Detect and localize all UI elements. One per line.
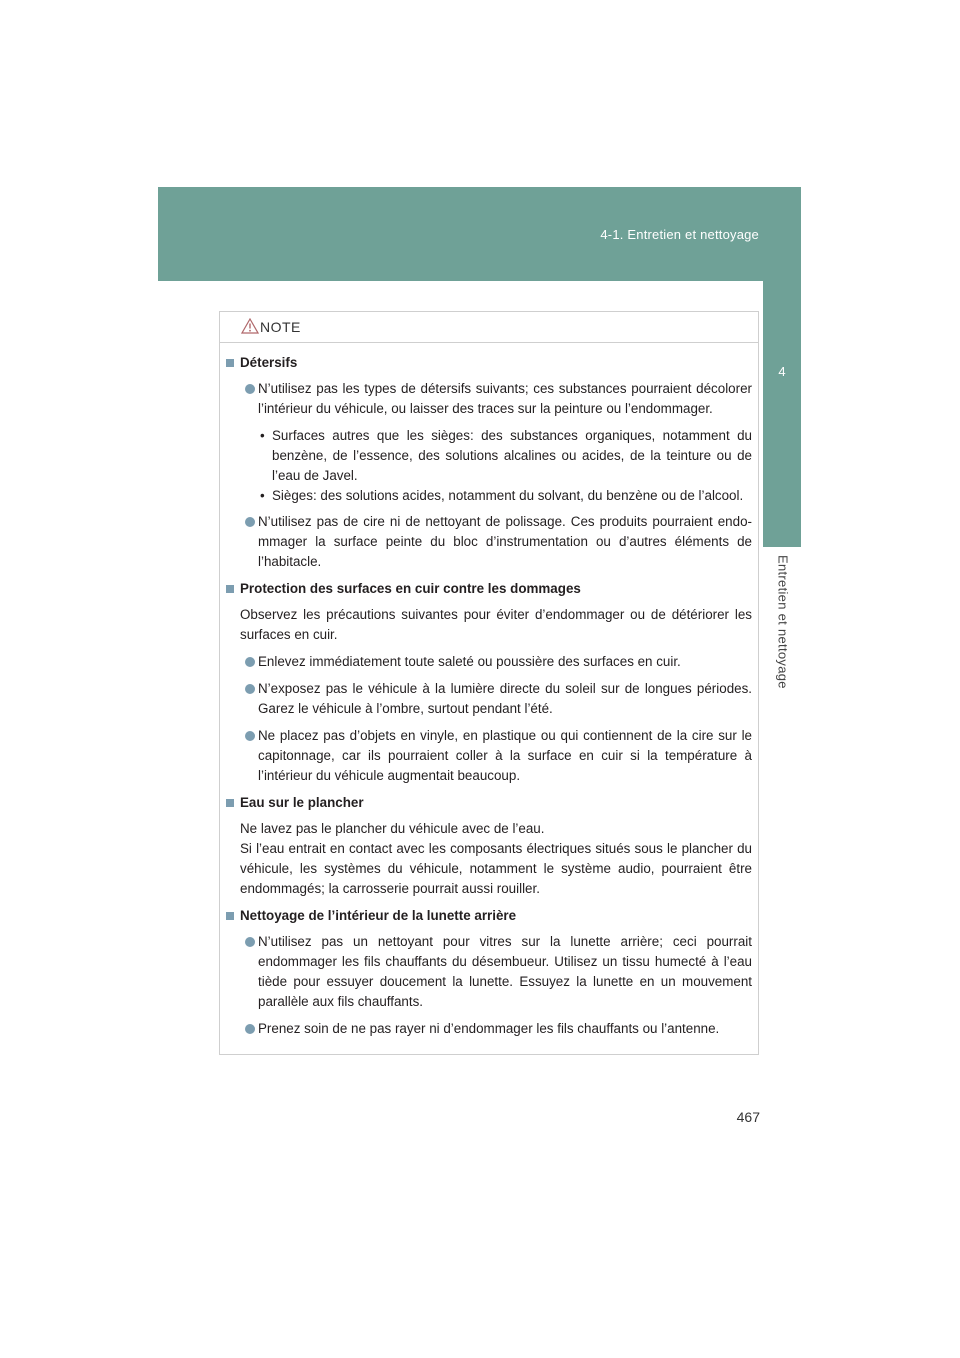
sub-item: • Sièges: des solutions acides, notamment du solvant, du benzène ou de l’alcool. — [226, 486, 752, 506]
sub-item: • Surfaces autres que les sièges: des substances organiques, notamment du benzène, de l’essence, des solutions alcalines ou acides, de la teinture ou de l’eau de Javel. — [260, 428, 752, 483]
paragraph: Si l’eau entrait en contact avec les composants électriques situés sous le plancher du véhicule, les systèmes du véhicule, notamment le système audio, pourraient être endommagés; la carrosserie pourrait aussi rouiller. — [240, 841, 752, 896]
list-item: N’utilisez pas de cire ni de nettoyant de polissage. Ces produits pourraient endo-mmager la surface peinte du bloc d’instrumentation ou d’autres éléments de l’habitacle. — [226, 512, 752, 572]
list-item: N’utilisez pas les types de détersifs suivants; ces substances pourraient décolorer l’intérieur du véhicule, ou laisser des traces sur la peinture ou l’endommager. — [226, 379, 752, 419]
note-body — [220, 343, 758, 1039]
warning-icon — [241, 318, 259, 334]
round-bullet-icon — [245, 937, 255, 947]
section-heading: Eau sur le plancher — [226, 793, 752, 813]
small-bullet-icon: • — [260, 488, 265, 503]
chapter-side-label-area — [763, 547, 802, 887]
small-bullet-icon: • — [260, 428, 265, 443]
round-bullet-icon — [245, 384, 255, 394]
round-bullet-icon — [245, 684, 255, 694]
round-bullet-icon — [245, 657, 255, 667]
list-item: Prenez soin de ne pas rayer ni d’endommager les fils chauffants ou l’antenne. — [226, 1019, 752, 1039]
section-heading: Détersifs — [226, 353, 752, 373]
list-item: Ne placez pas d’objets en vinyle, en plastique ou qui contiennent de la cire sur le capitonnage, car ils pourraient coller à la surface en cuir si la température à l’intérieur du véhicule augmentait beaucoup. — [226, 726, 752, 786]
section-title: 4-1. Entretien et nettoyage — [600, 227, 759, 242]
paragraph: Ne lavez pas le plancher du véhicule avec de l’eau. — [240, 821, 545, 836]
square-bullet-icon — [226, 359, 234, 367]
square-bullet-icon — [226, 585, 234, 593]
side-tab-connector — [763, 281, 801, 337]
chapter-side-tab — [763, 337, 801, 547]
round-bullet-icon — [245, 731, 255, 741]
list-item: N’utilisez pas un nettoyant pour vitres sur la lunette arrière; ceci pourrait endommager les fils chauffants du désembueur. Utilisez un tissu humecté à l’eau tiède pour essuyer doucement la lunette. Essuyez la lunette en un mouvement parallèle aux fils chauffants. — [226, 932, 752, 1012]
sub-list — [226, 426, 752, 506]
square-bullet-icon — [226, 912, 234, 920]
section-heading: Protection des surfaces en cuir contre les dommages — [226, 579, 752, 599]
round-bullet-icon — [245, 1024, 255, 1034]
chapter-header-band — [158, 187, 801, 281]
list-item: Enlevez immédiatement toute saleté ou poussière des surfaces en cuir. — [226, 652, 752, 672]
page-number: 467 — [736, 1109, 760, 1125]
section-heading: Nettoyage de l’intérieur de la lunette arrière — [226, 906, 752, 926]
paragraph: Observez les précautions suivantes pour éviter d’endommager ou de détériorer les surfaces en cuir. — [240, 607, 752, 642]
round-bullet-icon — [245, 517, 255, 527]
note-title: NOTE — [260, 319, 301, 335]
chapter-number: 4 — [778, 364, 786, 379]
list-item: N’exposez pas le véhicule à la lumière directe du soleil sur de longues périodes. Garez le véhicule à l’ombre, surtout pendant l’été. — [226, 679, 752, 719]
chapter-label: Entretien et nettoyage — [775, 555, 791, 689]
note-header — [220, 312, 758, 343]
square-bullet-icon — [226, 799, 234, 807]
note-box — [219, 311, 759, 1055]
